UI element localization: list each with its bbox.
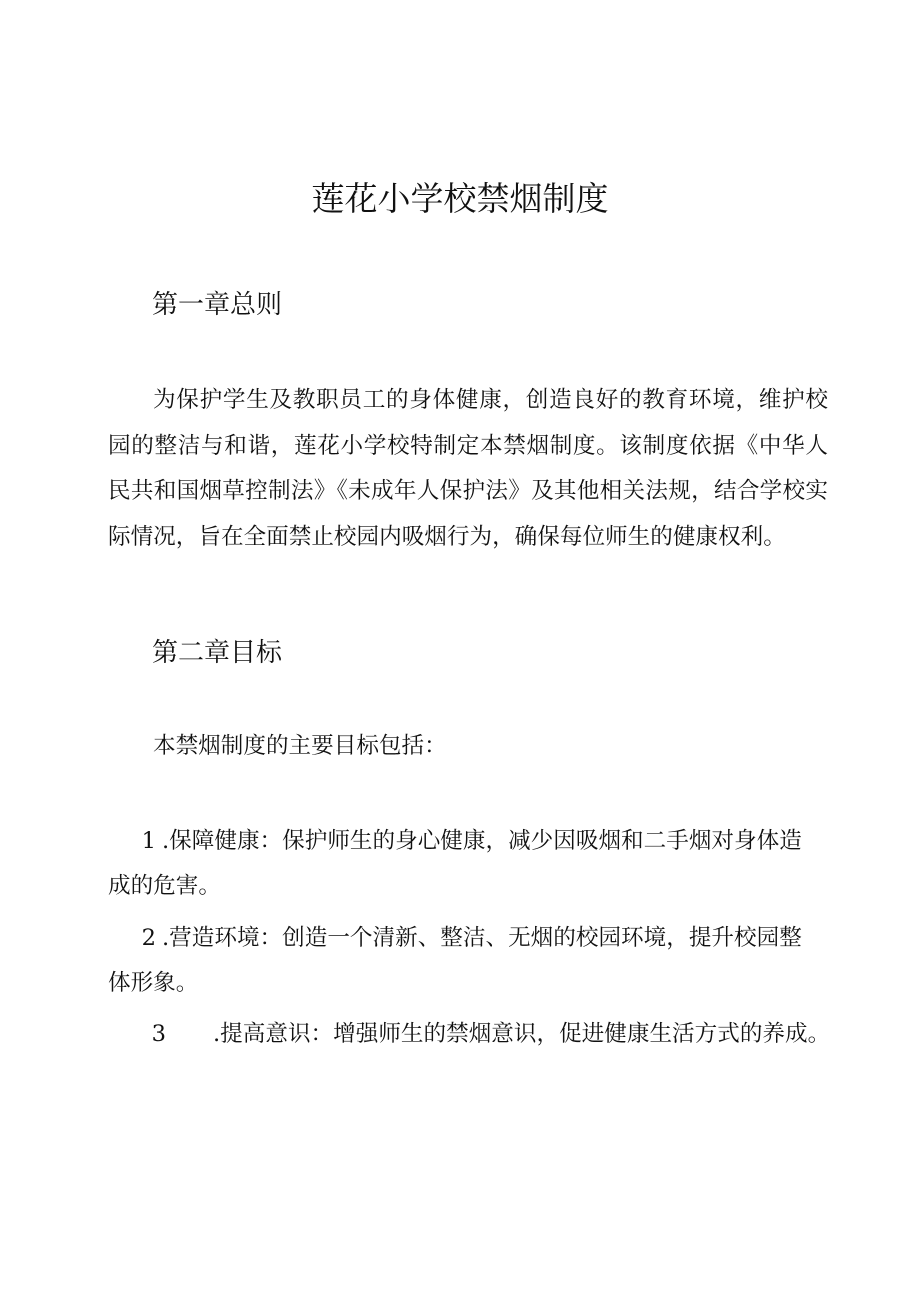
- list-item: [108, 1012, 848, 1057]
- list-item: [108, 916, 823, 1006]
- list-item: [108, 819, 823, 909]
- list-item-number: 1: [141, 828, 156, 854]
- chapter-2-intro: 本禁烟制度的主要目标包括：: [153, 733, 447, 759]
- chapter-1-heading: 第一章总则: [152, 290, 283, 320]
- chapter-2-heading: 第二章目标: [152, 638, 283, 668]
- list-item-text: .保障健康：保护师生的身心健康，减少因吸烟和二手烟对身体造成的危害。: [108, 828, 802, 899]
- list-item-number: 3: [151, 1021, 166, 1047]
- list-item-text: .提高意识：增强师生的禁烟意识，促进健康生活方式的养成。: [213, 1021, 831, 1047]
- list-item-number: 2: [141, 925, 156, 951]
- chapter-1-paragraph: 为保护学生及教职员工的身体健康，创造良好的教育环境，维护校园的整洁与和谐，莲花小学校特制定本禁烟制度。该制度依据《中华人民共和国烟草控制法》《未成年人保护法》及其他相关法规，结合学校实际情况，旨在全面禁止校园内吸烟行为，确保每位师生的健康权利。: [108, 387, 828, 551]
- list-item-text: .营造环境：创造一个清新、整洁、无烟的校园环境，提升校园整体形象。: [108, 925, 802, 996]
- document-title: 莲花小学校禁烟制度: [311, 179, 609, 218]
